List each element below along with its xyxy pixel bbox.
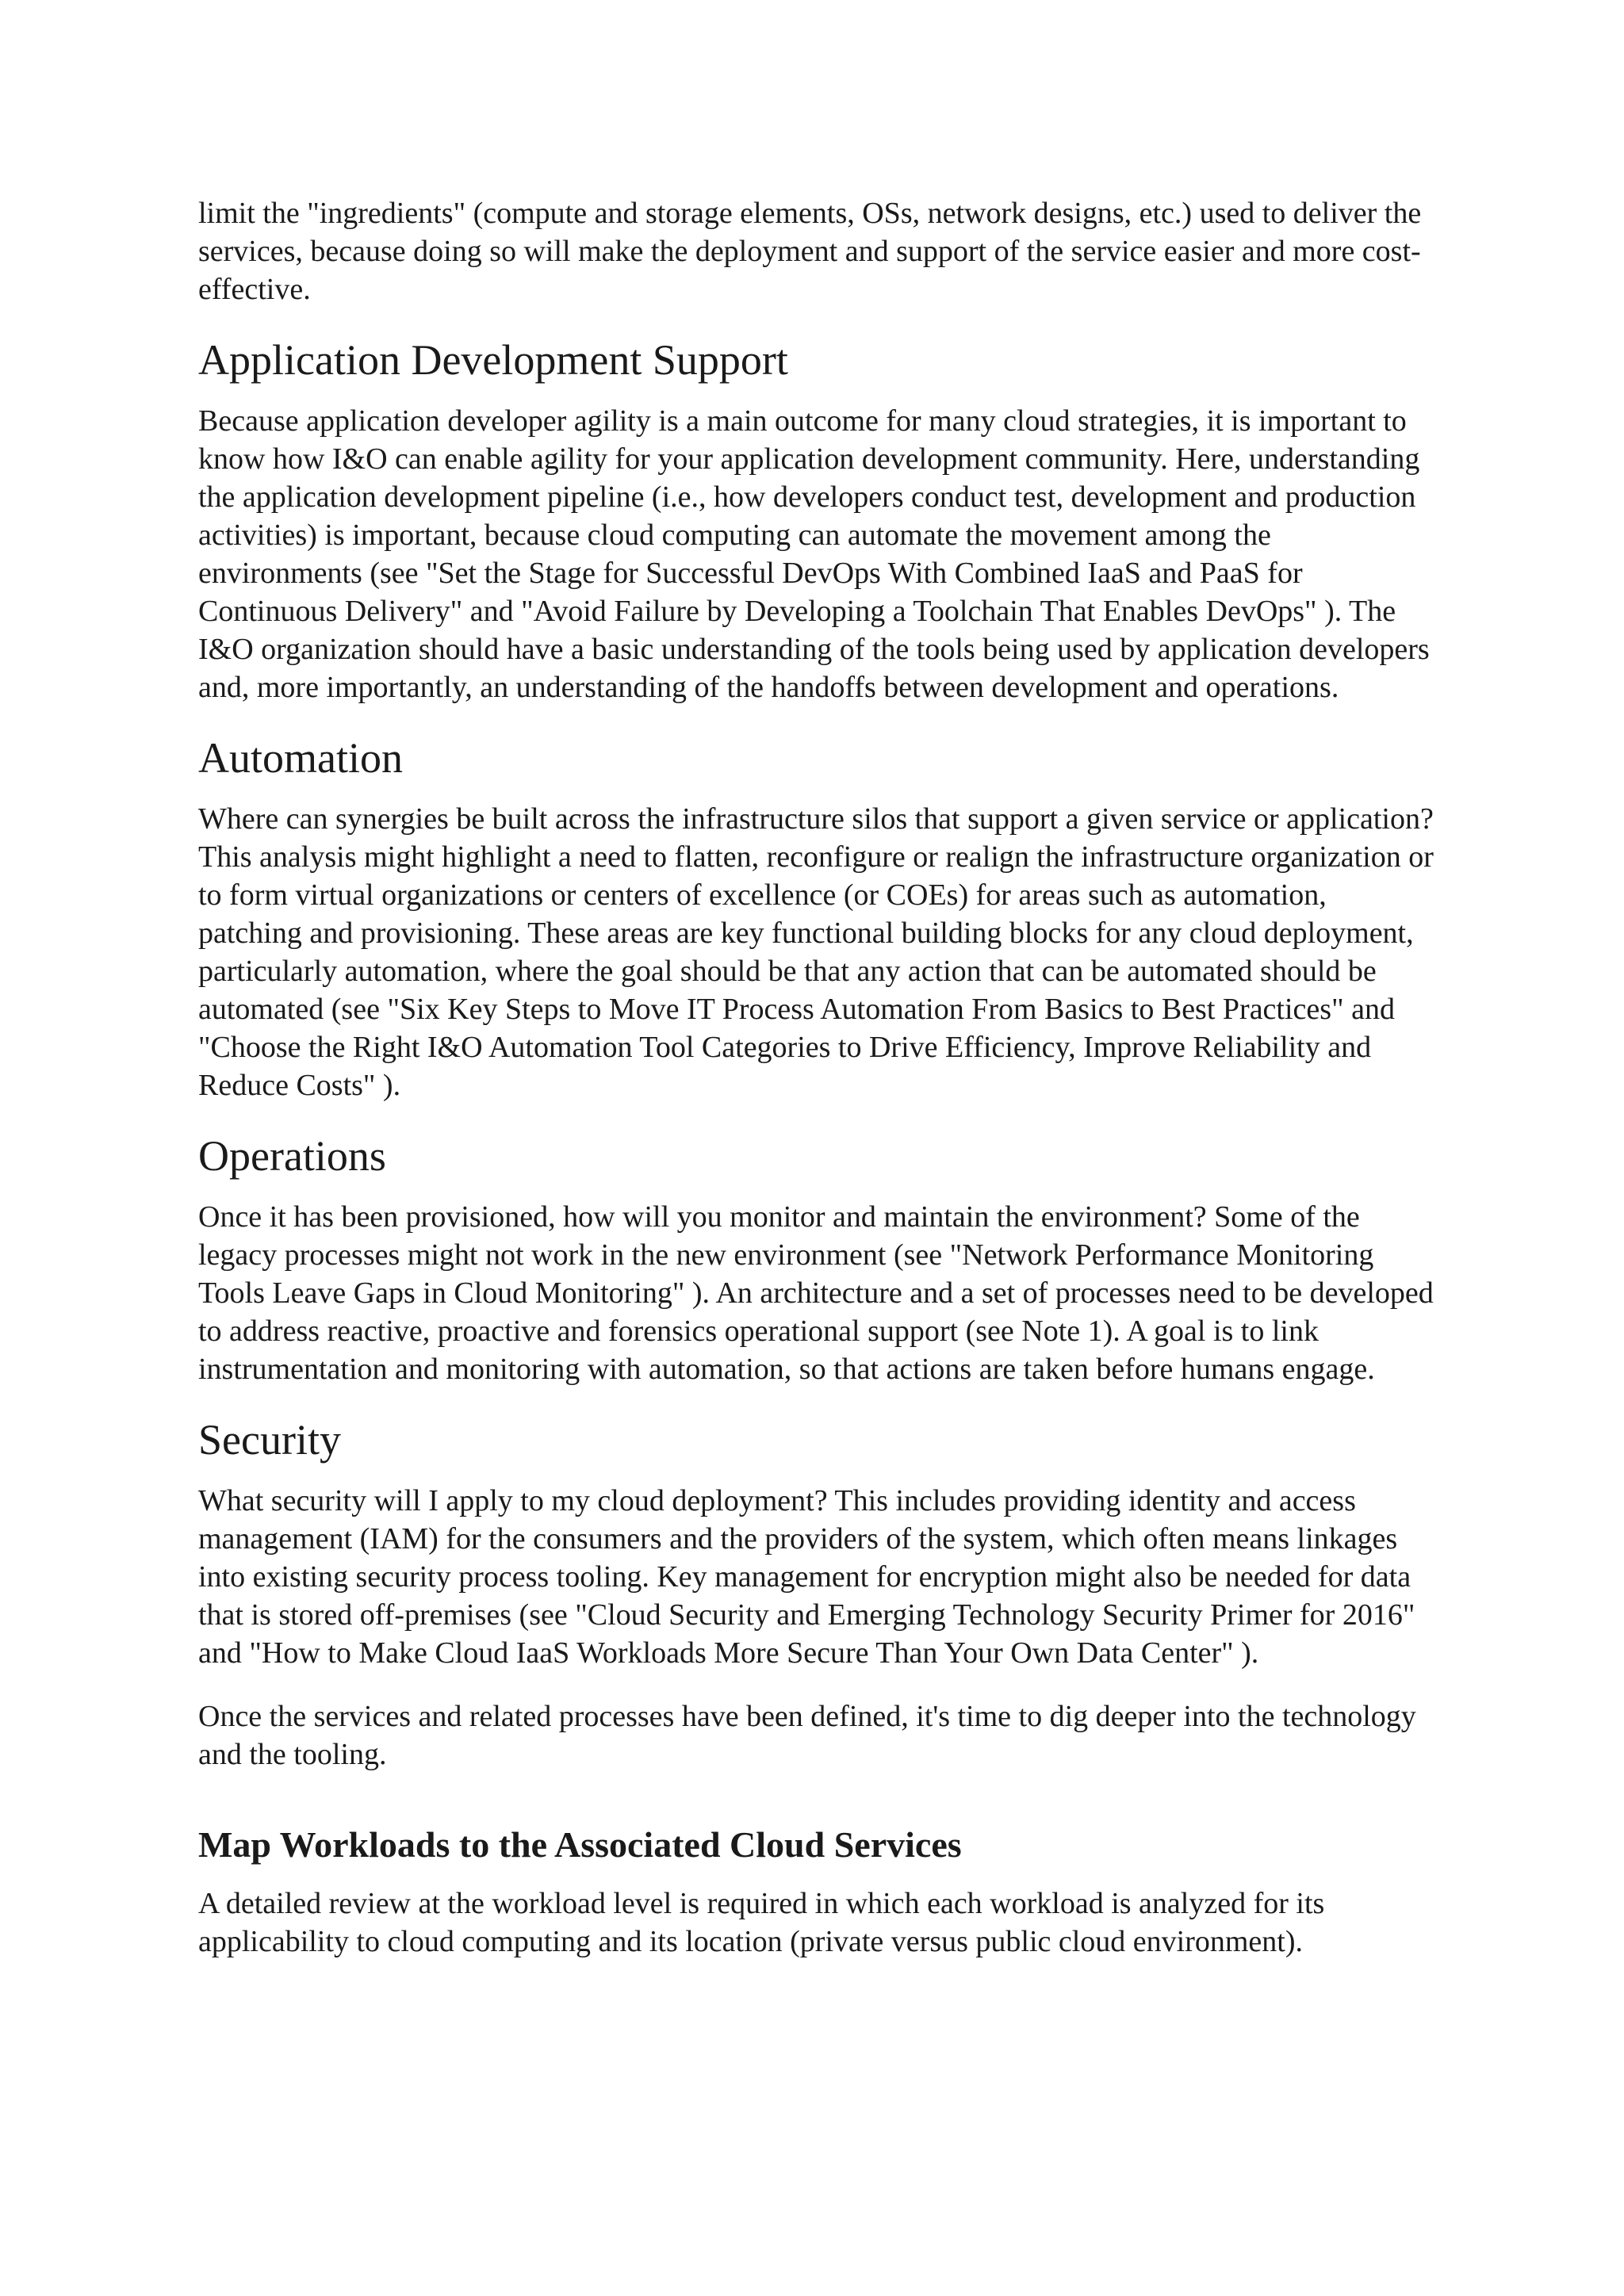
heading-map-workloads: Map Workloads to the Associated Cloud Services xyxy=(198,1824,962,1865)
application-development-paragraph: Because application developer agility is a main outcome for many cloud strategies, it is important to know how I&O can enable agility for your application development community. Here, understanding the application development pipeline (i.e., how developers conduct test, development and production activities) is important, because cloud computing can automate the movement among the environments (see "Set the Stage for Successful DevOps With Combined IaaS and PaaS for Continuous Delivery" and "Avoid Failure by Developing a Toolchain That Enables DevOps" ). The I&O organization should have a basic understanding of the tools being used by application developers and, more importantly, an understanding of the handoffs between development and operations. xyxy=(198,404,1430,704)
security-paragraph: What security will I apply to my cloud deployment? This includes providing identity and access management (IAM) for the consumers and the providers of the system, which often means linkages into existing security process tooling. Key management for encryption might also be needed for data that is stored off-premises (see "Cloud Security and Emerging Technology Security Primer for 2016" and "How to Make Cloud IaaS Workloads More Secure Than Your Own Data Center" ). xyxy=(198,1484,1415,1670)
intro-paragraph: limit the "ingredients" (compute and storage elements, OSs, network designs, etc.) used to deliver the services, because doing so will make the deployment and support of the service easier and more cost-effective. xyxy=(198,197,1422,306)
heading-operations: Operations xyxy=(198,1132,386,1180)
closing-paragraph: Once the services and related processes have been defined, it's time to dig deeper into the technology and the tooling. xyxy=(198,1700,1416,1771)
map-workloads-paragraph: A detailed review at the workload level is required in which each workload is analyzed for its applicability to cloud computing and its location (private versus public cloud environment). xyxy=(198,1887,1325,1958)
heading-automation: Automation xyxy=(198,734,403,782)
heading-application-development-support: Application Development Support xyxy=(198,336,788,384)
heading-security: Security xyxy=(198,1416,341,1464)
page-content xyxy=(198,194,1435,1986)
operations-paragraph: Once it has been provisioned, how will you monitor and maintain the environment? Some of the legacy processes might not work in the new environment (see "Network Performance Monitoring Tools Leave Gaps in Cloud Monitoring" ). An architecture and a set of processes need to be developed to address reactive, proactive and forensics operational support (see Note 1). A goal is to link instrumentation and monitoring with automation, so that actions are taken before humans engage. xyxy=(198,1200,1434,1386)
automation-paragraph: Where can synergies be built across the infrastructure silos that support a given service or application? This analysis might highlight a need to flatten, reconfigure or realign the infrastructure organization or to form virtual organizations or centers of excellence (or COEs) for areas such as automation, patching and provisioning. These areas are key functional building blocks for any cloud deployment, particularly automation, where the goal should be that any action that can be automated should be automated (see "Six Key Steps to Move IT Process Automation From Basics to Best Practices" and "Choose the Right I&O Automation Tool Categories to Drive Efficiency, Improve Reliability and Reduce Costs" ). xyxy=(198,802,1434,1102)
